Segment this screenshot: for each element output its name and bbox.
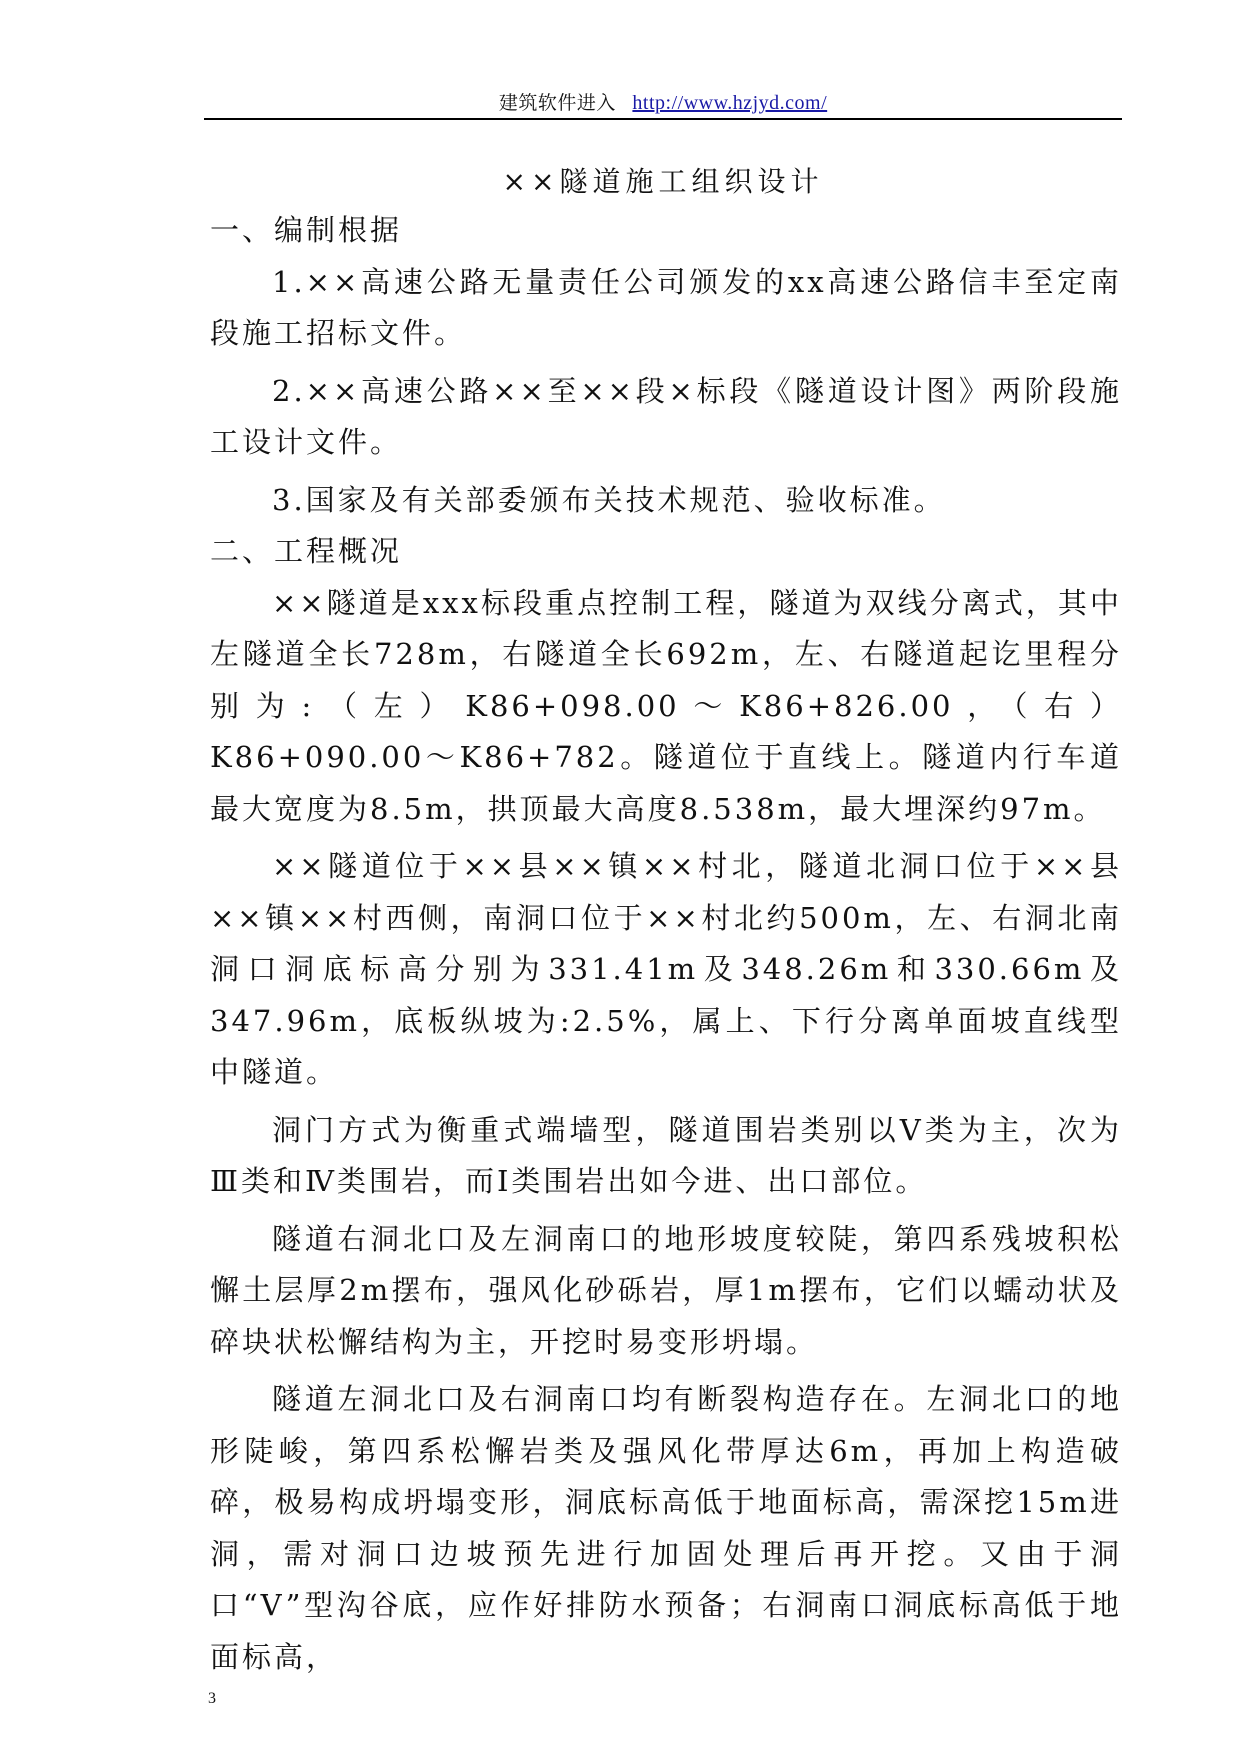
section-heading: 二、工程概况	[210, 534, 403, 568]
header-link[interactable]: http://www.hzjyd.com/	[632, 92, 828, 114]
paragraph: ××隧道位于××县××镇××村北，隧道北洞口位于××县××镇××村西侧，南洞口位于××村北约500m，左、右洞北南洞口洞底标高分别为331.41m及348.26m和330.66m及347.96m，底板纵坡为:2.5%，属上、下行分离单面坡直线型中隧道。	[210, 849, 1122, 1089]
document-body	[210, 205, 1122, 1683]
paragraph: 3.国家及有关部委颁布关技术规范、验收标准。	[272, 482, 946, 517]
paragraph: 1.××高速公路无量责任公司颁发的xx高速公路信丰至定南段施工招标文件。	[210, 264, 1122, 350]
header-divider	[204, 118, 1122, 120]
page-header	[204, 88, 1122, 115]
paragraph: ××隧道是xxx标段重点控制工程，隧道为双线分离式，其中左隧道全长728m，右隧道全长692m，左、右隧道起讫里程分别为:（左）K86+098.00～K86+826.00，（右）K86+090.00～K86+782。隧道位于直线上。隧道内行车道最大宽度为8.5m，拱顶最大高度8.538m，最大埋深约97m。	[210, 585, 1122, 826]
page-number: 3	[208, 1690, 216, 1707]
section-heading: 一、编制根据	[210, 213, 403, 247]
paragraph: 隧道左洞北口及右洞南口均有断裂构造存在。左洞北口的地形陡峻，第四系松懈岩类及强风化带厚达6m，再加上构造破碎，极易构成坍塌变形，洞底标高低于地面标高，需深挖15m进洞，需对洞口边坡预先进行加固处理后再开挖。又由于洞口“V”型沟谷底，应作好排防水预备；右洞南口洞底标高低于地面标高，	[210, 1382, 1122, 1674]
paragraph: 隧道右洞北口及左洞南口的地形坡度较陡，第四系残坡积松懈土层厚2m摆布，强风化砂砾岩，厚1m摆布，它们以蠕动状及碎块状松懈结构为主，开挖时易变形坍塌。	[210, 1221, 1122, 1359]
header-prefix: 建筑软件进入	[498, 92, 616, 114]
paragraph: 2.××高速公路××至××段×标段《隧道设计图》两阶段施工设计文件。	[210, 373, 1122, 459]
paragraph: 洞门方式为衡重式端墙型，隧道围岩类别以Ⅴ类为主，次为Ⅲ类和Ⅳ类围岩，而Ⅰ类围岩出如今进、出口部位。	[210, 1112, 1122, 1198]
document-title: ××隧道施工组织设计	[502, 165, 824, 198]
